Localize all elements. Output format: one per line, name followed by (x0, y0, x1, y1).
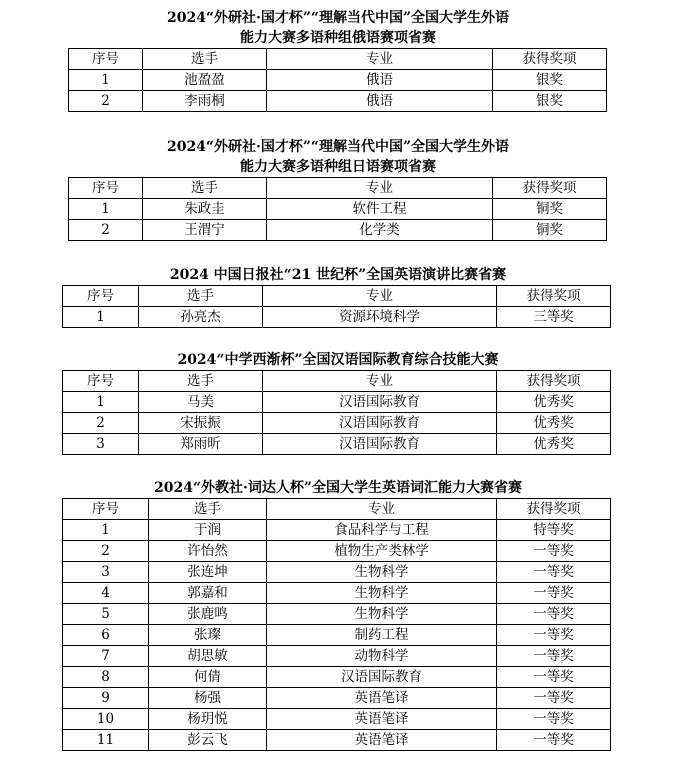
cell-award: 一等奖 (497, 541, 611, 562)
cell-award: 一等奖 (497, 688, 611, 709)
cell-name: 马美 (139, 392, 263, 413)
cell-name: 朱政圭 (143, 199, 267, 220)
header-cell: 选手 (143, 178, 267, 199)
cell-index: 5 (63, 604, 149, 625)
cell-award: 特等奖 (497, 520, 611, 541)
section-title-line: 2024“外研社·国才杯”“理解当代中国”全国大学生外语 (166, 139, 510, 155)
table-row (63, 541, 611, 562)
cell-name: 郑雨昕 (139, 434, 263, 455)
cell-major: 汉语国际教育 (267, 667, 497, 688)
cell-major: 资源环境科学 (263, 307, 497, 328)
cell-award: 优秀奖 (497, 392, 611, 413)
cell-index: 1 (69, 70, 143, 91)
section-title-line: 2024“中学西渐杯”全国汉语国际教育综合技能大赛 (177, 352, 499, 368)
header-cell: 选手 (149, 499, 267, 520)
cell-index: 1 (63, 520, 149, 541)
cell-name: 孙亮杰 (139, 307, 263, 328)
cell-major: 食品科学与工程 (267, 520, 497, 541)
cell-major: 软件工程 (267, 199, 493, 220)
cell-award: 铜奖 (493, 220, 607, 241)
cell-name: 张璨 (149, 625, 267, 646)
cell-name: 彭云飞 (149, 730, 267, 751)
header-cell: 选手 (143, 49, 267, 70)
table-row (63, 392, 611, 413)
award-table (62, 370, 611, 455)
cell-index: 6 (63, 625, 149, 646)
cell-award: 三等奖 (497, 307, 611, 328)
table-header-row (63, 286, 611, 307)
cell-name: 于润 (149, 520, 267, 541)
cell-major: 生物科学 (267, 583, 497, 604)
table-row (69, 220, 607, 241)
cell-major: 植物生产类林学 (267, 541, 497, 562)
header-cell: 获得奖项 (493, 178, 607, 199)
header-cell: 序号 (69, 178, 143, 199)
table-row (63, 667, 611, 688)
award-section-chinese-education (0, 350, 676, 455)
cell-award: 一等奖 (497, 604, 611, 625)
award-section-japanese (0, 137, 676, 241)
header-cell: 获得奖项 (497, 371, 611, 392)
table-row (63, 625, 611, 646)
cell-major: 英语笔译 (267, 730, 497, 751)
header-cell: 专业 (263, 286, 497, 307)
table-row (63, 583, 611, 604)
cell-award: 银奖 (493, 91, 607, 112)
cell-name: 何倩 (149, 667, 267, 688)
table-row (63, 413, 611, 434)
cell-index: 3 (63, 434, 139, 455)
section-title-line: 2024 中国日报社“21 世纪杯”全国英语演讲比赛省赛 (169, 267, 507, 283)
cell-award: 一等奖 (497, 583, 611, 604)
cell-index: 9 (63, 688, 149, 709)
cell-major: 汉语国际教育 (263, 434, 497, 455)
cell-name: 杨玥悦 (149, 709, 267, 730)
cell-major: 化学类 (267, 220, 493, 241)
header-cell: 选手 (139, 371, 263, 392)
cell-major: 汉语国际教育 (263, 413, 497, 434)
table-row (63, 562, 611, 583)
award-table (68, 48, 607, 112)
header-cell: 序号 (63, 286, 139, 307)
cell-index: 2 (63, 413, 139, 434)
cell-major: 英语笔译 (267, 688, 497, 709)
cell-name: 李雨桐 (143, 91, 267, 112)
section-title (0, 137, 676, 177)
header-cell: 获得奖项 (497, 499, 611, 520)
cell-award: 优秀奖 (497, 434, 611, 455)
table-row (63, 688, 611, 709)
header-cell: 获得奖项 (493, 49, 607, 70)
section-title (0, 478, 676, 498)
cell-major: 俄语 (267, 91, 493, 112)
cell-index: 4 (63, 583, 149, 604)
cell-major: 制药工程 (267, 625, 497, 646)
cell-name: 许怡然 (149, 541, 267, 562)
table-header-row (69, 49, 607, 70)
cell-index: 1 (69, 199, 143, 220)
cell-name: 宋振振 (139, 413, 263, 434)
table-row (63, 434, 611, 455)
table-header-row (69, 178, 607, 199)
award-section-english-speech (0, 265, 676, 328)
cell-award: 银奖 (493, 70, 607, 91)
cell-major: 俄语 (267, 70, 493, 91)
section-title-line: 能力大赛多语种组日语赛项省赛 (240, 159, 436, 175)
award-table (68, 177, 607, 241)
table-header-row (63, 371, 611, 392)
cell-award: 一等奖 (497, 646, 611, 667)
cell-index: 2 (63, 541, 149, 562)
cell-award: 一等奖 (497, 730, 611, 751)
cell-index: 10 (63, 709, 149, 730)
table-row (63, 709, 611, 730)
section-title-line: 2024“外教社·词达人杯”全国大学生英语词汇能力大赛省赛 (154, 480, 522, 496)
table-row (69, 91, 607, 112)
header-cell: 选手 (139, 286, 263, 307)
header-cell: 专业 (267, 49, 493, 70)
cell-name: 杨强 (149, 688, 267, 709)
cell-major: 生物科学 (267, 562, 497, 583)
cell-index: 1 (63, 307, 139, 328)
table-row (63, 520, 611, 541)
cell-major: 动物科学 (267, 646, 497, 667)
header-cell: 获得奖项 (497, 286, 611, 307)
cell-name: 王渭宁 (143, 220, 267, 241)
cell-index: 7 (63, 646, 149, 667)
cell-award: 一等奖 (497, 667, 611, 688)
table-row (63, 646, 611, 667)
award-section-english-vocabulary (0, 478, 676, 751)
cell-index: 11 (63, 730, 149, 751)
table-row (63, 604, 611, 625)
header-cell: 序号 (63, 371, 139, 392)
header-cell: 序号 (69, 49, 143, 70)
cell-index: 2 (69, 91, 143, 112)
cell-major: 英语笔译 (267, 709, 497, 730)
section-title (0, 350, 676, 370)
section-title (0, 265, 676, 285)
award-section-russian (0, 8, 676, 112)
cell-index: 2 (69, 220, 143, 241)
cell-award: 铜奖 (493, 199, 607, 220)
cell-index: 1 (63, 392, 139, 413)
award-table (62, 285, 611, 328)
table-row (63, 307, 611, 328)
cell-award: 优秀奖 (497, 413, 611, 434)
cell-index: 8 (63, 667, 149, 688)
header-cell: 专业 (267, 178, 493, 199)
section-title-line: 2024“外研社·国才杯”“理解当代中国”全国大学生外语 (166, 10, 510, 26)
section-title (0, 8, 676, 48)
header-cell: 专业 (267, 499, 497, 520)
cell-index: 3 (63, 562, 149, 583)
cell-name: 张鹿鸣 (149, 604, 267, 625)
header-cell: 专业 (263, 371, 497, 392)
table-header-row (63, 499, 611, 520)
cell-award: 一等奖 (497, 562, 611, 583)
cell-award: 一等奖 (497, 709, 611, 730)
cell-name: 张连坤 (149, 562, 267, 583)
table-row (69, 70, 607, 91)
cell-major: 汉语国际教育 (263, 392, 497, 413)
table-row (69, 199, 607, 220)
award-table (62, 498, 611, 751)
table-row (63, 730, 611, 751)
cell-name: 池盈盈 (143, 70, 267, 91)
section-title-line: 能力大赛多语种组俄语赛项省赛 (240, 30, 436, 46)
header-cell: 序号 (63, 499, 149, 520)
cell-award: 一等奖 (497, 625, 611, 646)
cell-major: 生物科学 (267, 604, 497, 625)
cell-name: 胡思敏 (149, 646, 267, 667)
cell-name: 郭嘉和 (149, 583, 267, 604)
